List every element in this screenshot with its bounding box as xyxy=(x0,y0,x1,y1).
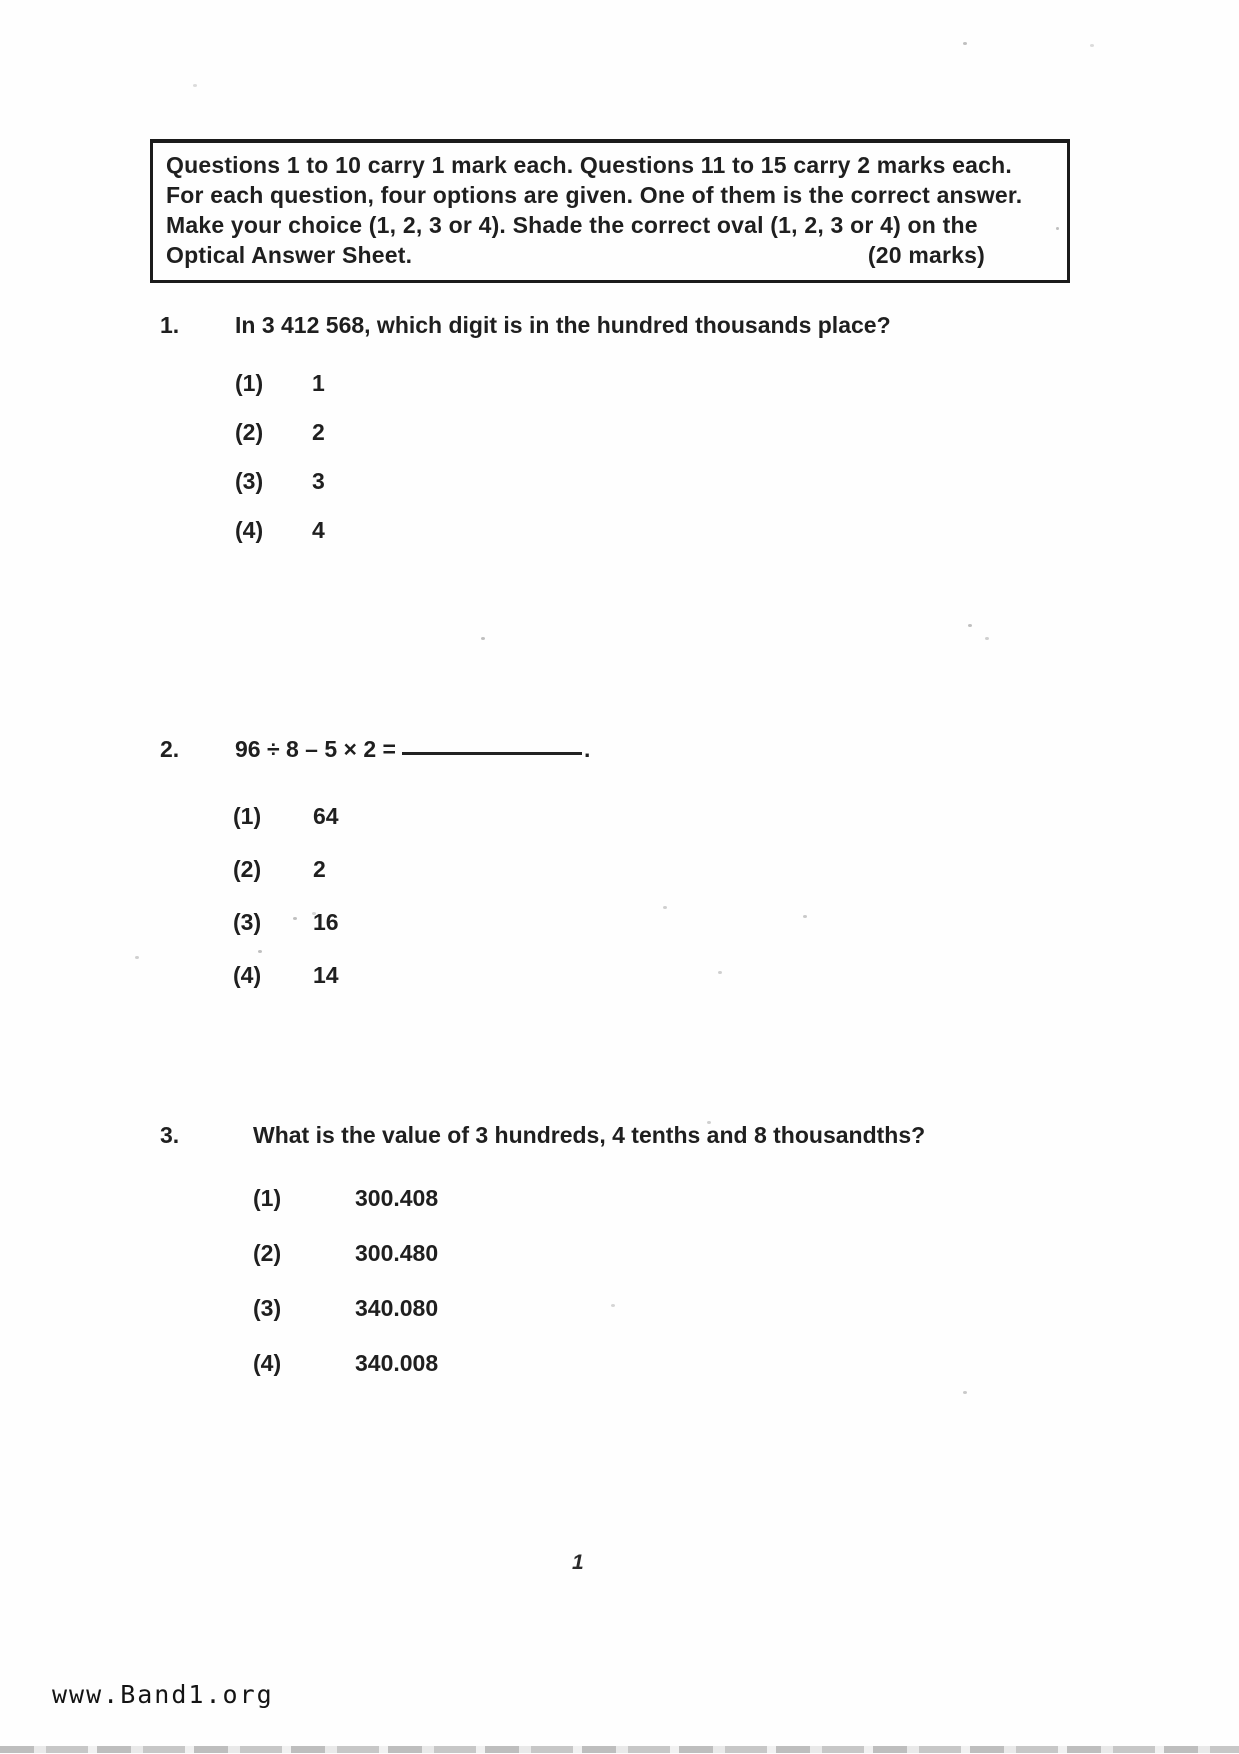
option-row xyxy=(233,962,1100,1015)
scan-speck xyxy=(663,906,667,909)
question-2 xyxy=(160,736,1100,1015)
marks-label: (20 marks) xyxy=(867,242,985,268)
option-value: 3 xyxy=(312,468,325,494)
option-value: 1 xyxy=(312,370,325,396)
option-row xyxy=(253,1185,1100,1240)
option-label: (3) xyxy=(235,468,264,494)
question-text: What is the value of 3 hundreds, 4 tenths and 8 thousandths? xyxy=(253,1122,926,1148)
option-value: 16 xyxy=(313,909,339,935)
blank-suffix: . xyxy=(583,736,591,762)
option-row xyxy=(253,1240,1100,1295)
question-number: 3. xyxy=(160,1122,180,1148)
options-list xyxy=(235,370,1100,566)
option-row xyxy=(235,370,1100,419)
scan-speck xyxy=(193,84,197,87)
options-list xyxy=(233,803,1100,1015)
scan-speck xyxy=(293,917,297,920)
instruction-line: For each question, four options are given. One of them is the correct answer. xyxy=(166,182,1023,208)
option-value: 300.480 xyxy=(355,1240,439,1266)
option-value: 340.080 xyxy=(355,1295,439,1321)
question-number: 1. xyxy=(160,312,180,338)
option-label: (4) xyxy=(235,517,264,543)
option-row xyxy=(233,803,1100,856)
option-value: 2 xyxy=(312,419,325,445)
option-label: (1) xyxy=(233,803,262,829)
option-row xyxy=(235,468,1100,517)
instruction-line: Make your choice (1, 2, 3 or 4). Shade the correct oval (1, 2, 3 or 4) on the xyxy=(166,212,978,238)
scan-speck xyxy=(481,637,485,640)
scan-speck xyxy=(611,1304,615,1307)
question-3 xyxy=(160,1122,1100,1405)
option-label: (3) xyxy=(233,909,262,935)
option-value: 64 xyxy=(313,803,339,829)
option-row xyxy=(235,517,1100,566)
scan-speck xyxy=(350,1127,354,1130)
scan-speck xyxy=(135,956,139,959)
scan-speck xyxy=(718,971,722,974)
instruction-line: Questions 1 to 10 carry 1 mark each. Questions 11 to 15 carry 2 marks each. xyxy=(166,152,1012,178)
option-label: (2) xyxy=(253,1240,282,1266)
scan-speck xyxy=(1090,44,1094,47)
scan-speck xyxy=(1056,227,1059,230)
options-list xyxy=(253,1185,1100,1405)
option-row xyxy=(233,909,1100,962)
option-label: (2) xyxy=(235,419,264,445)
scan-speck xyxy=(985,637,989,640)
option-value: 340.008 xyxy=(355,1350,439,1376)
page-number: 1 xyxy=(572,1551,584,1574)
answer-blank xyxy=(402,748,582,755)
option-row xyxy=(233,856,1100,909)
scan-speck xyxy=(968,624,972,627)
option-label: (1) xyxy=(235,370,264,396)
site-footer: www.Band1.org xyxy=(52,1680,274,1709)
scan-speck xyxy=(963,1391,967,1394)
option-label: (4) xyxy=(233,962,262,988)
option-value: 300.408 xyxy=(355,1185,439,1211)
option-value: 14 xyxy=(313,962,339,988)
scan-speck xyxy=(963,42,967,45)
option-row xyxy=(253,1350,1100,1405)
instruction-line: Optical Answer Sheet. xyxy=(166,242,413,268)
equation-text: 96 ÷ 8 – 5 × 2 = xyxy=(235,736,396,762)
bottom-scan-line xyxy=(0,1746,1239,1753)
option-row xyxy=(253,1295,1100,1350)
option-label: (1) xyxy=(253,1185,282,1211)
question-text: In 3 412 568, which digit is in the hundred thousands place? xyxy=(235,312,891,338)
question-1 xyxy=(160,312,1100,566)
option-label: (2) xyxy=(233,856,262,882)
scan-speck xyxy=(258,950,262,953)
instructions-box xyxy=(150,139,1070,283)
option-value: 4 xyxy=(312,517,325,543)
scan-speck xyxy=(312,912,316,915)
option-value: 2 xyxy=(313,856,326,882)
question-text xyxy=(235,736,1100,763)
option-row xyxy=(235,419,1100,468)
scan-speck xyxy=(803,915,807,918)
option-label: (4) xyxy=(253,1350,282,1376)
question-number: 2. xyxy=(160,736,180,762)
option-label: (3) xyxy=(253,1295,282,1321)
scan-speck xyxy=(707,1121,711,1124)
